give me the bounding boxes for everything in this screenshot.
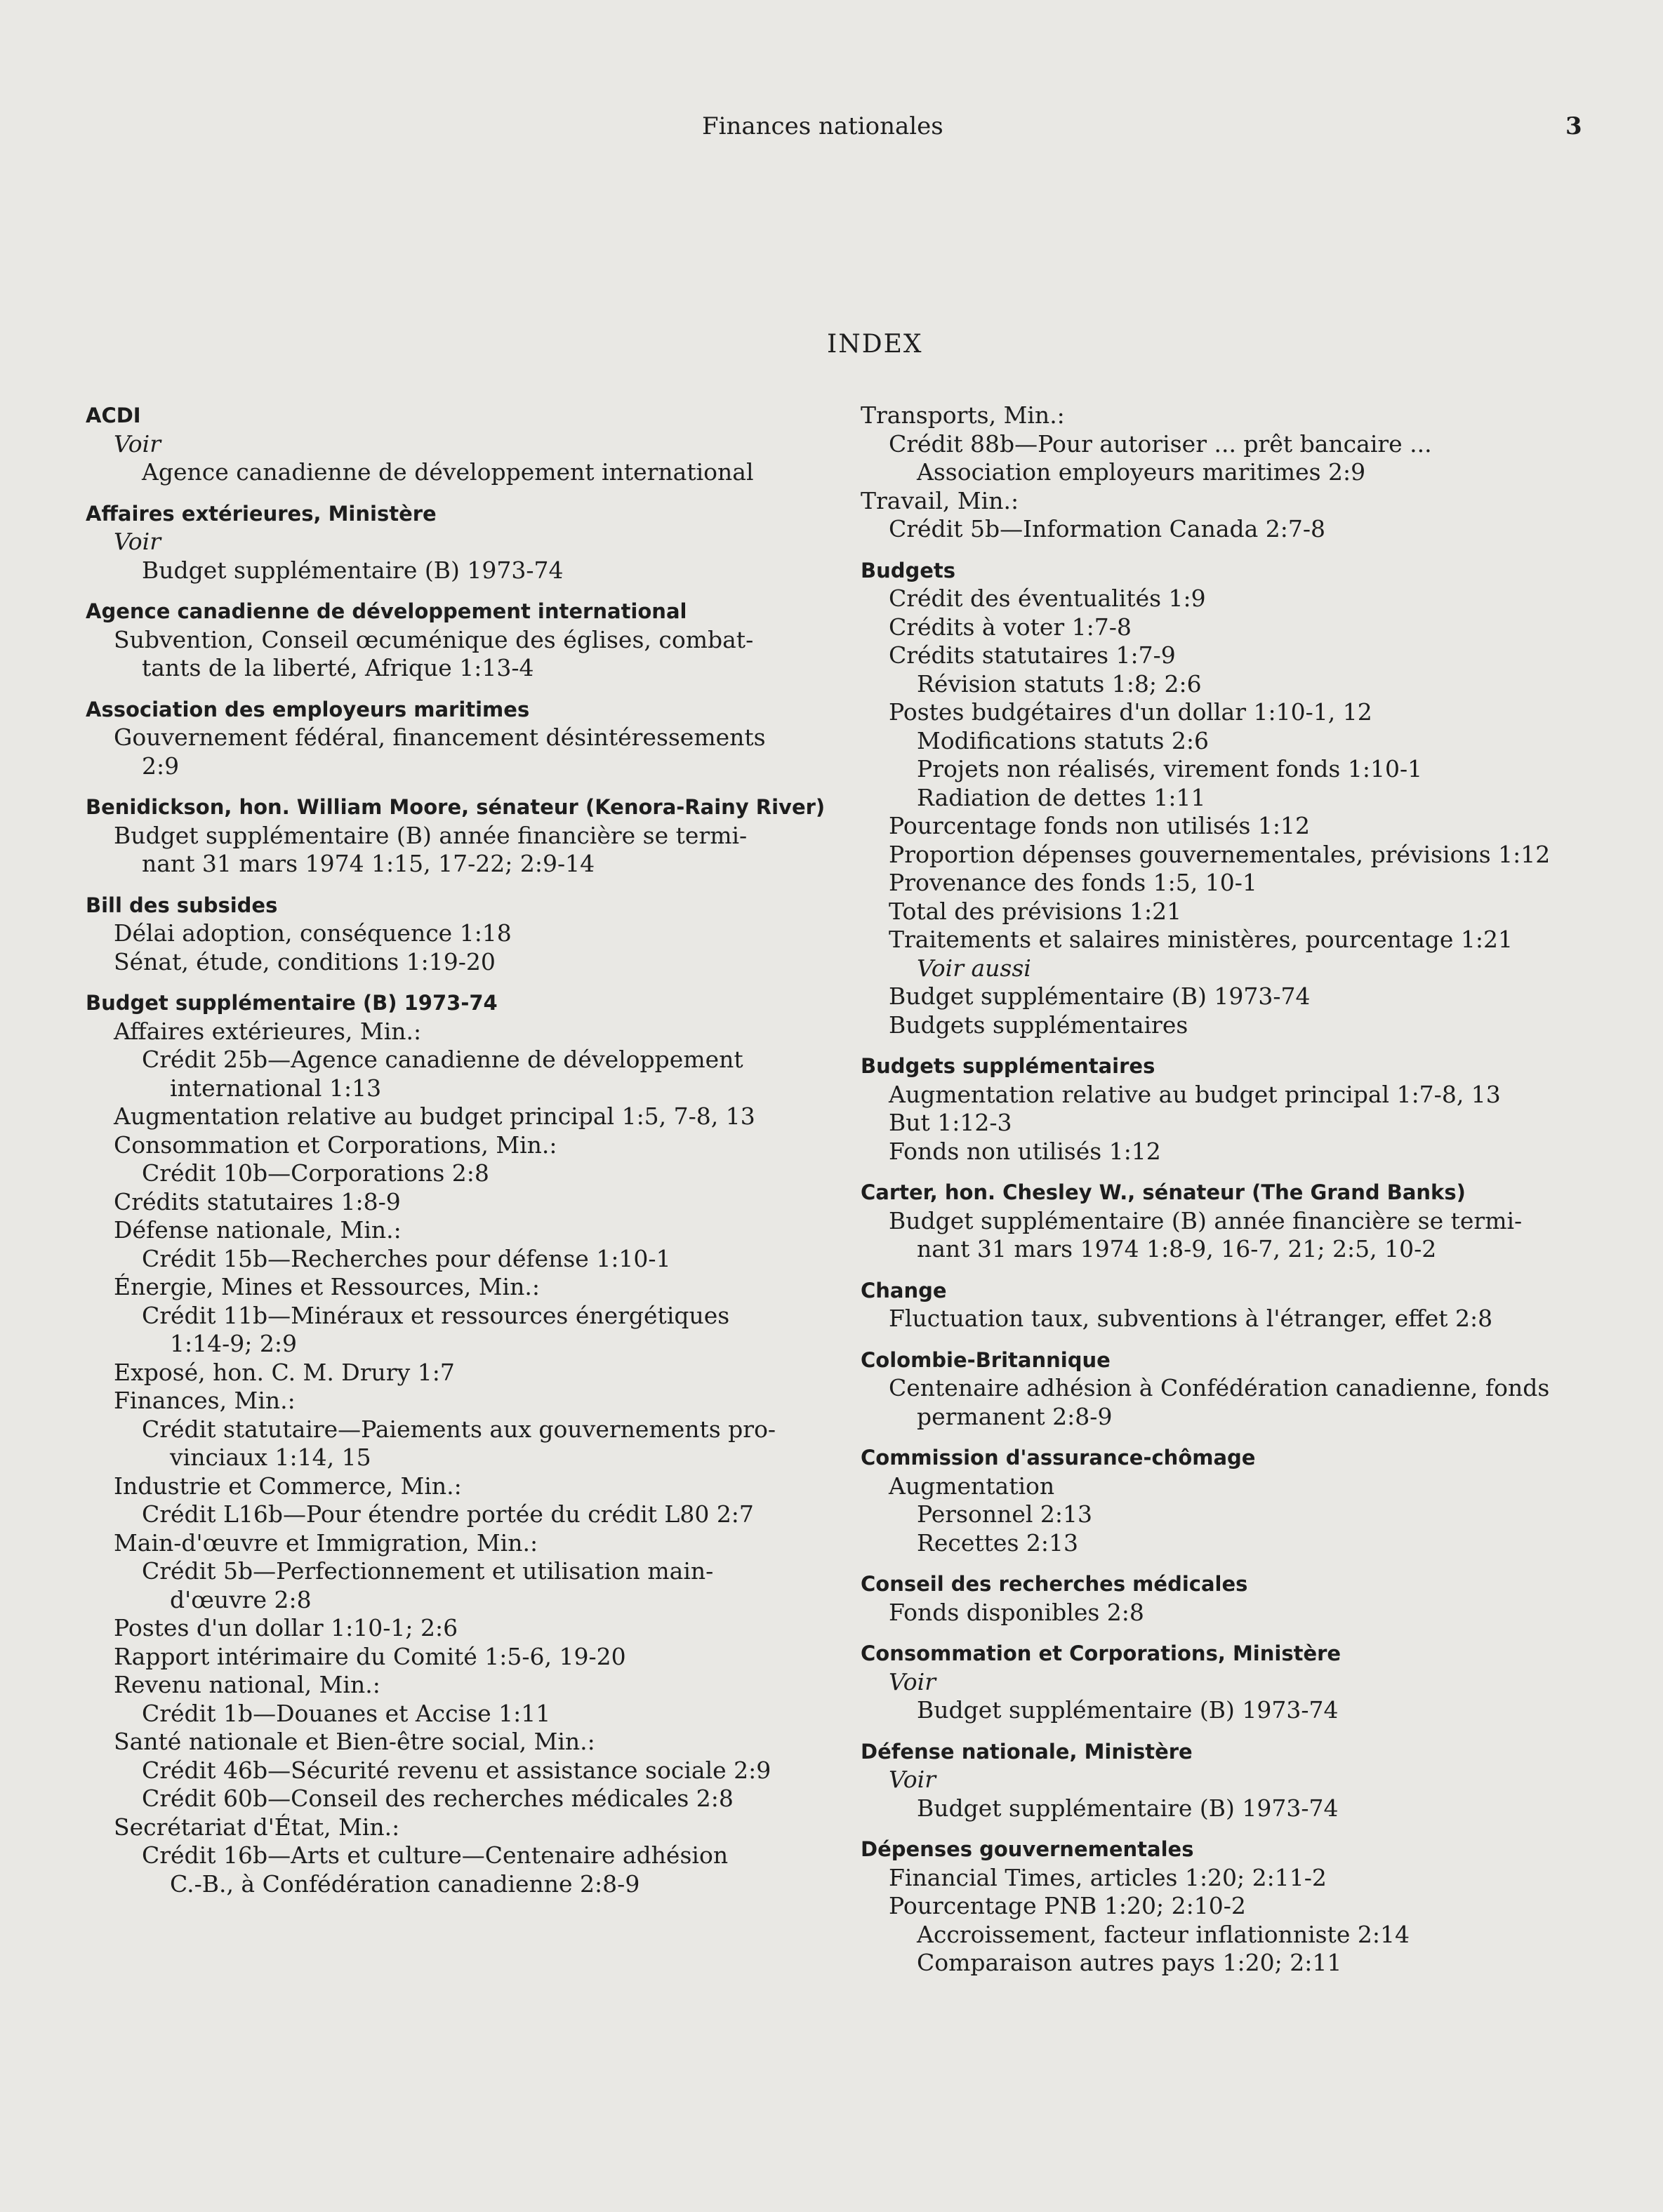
index-subentry: Pourcentage PNB 1:20; 2:10-2 xyxy=(889,1892,1246,1919)
index-entry-heading: ACDI xyxy=(86,404,141,427)
index-subentry: Transports, Min.: xyxy=(861,401,1065,429)
index-subentry: Crédit 60b—Conseil des recherches médicales 2:8 xyxy=(142,1785,734,1812)
index-subentry: Augmentation relative au budget principal 1:7-8, 13 xyxy=(889,1080,1501,1108)
index-subentry: Personnel 2:13 xyxy=(917,1500,1093,1528)
index-entry xyxy=(861,1178,1612,1264)
index-entry xyxy=(861,1639,1612,1725)
index-entry xyxy=(86,597,837,683)
index-entry-heading: Carter, hon. Chesley W., sénateur (The Grand Banks) xyxy=(861,1180,1466,1204)
index-subentry: Industrie et Commerce, Min.: xyxy=(114,1472,462,1500)
index-entry-heading: Bill des subsides xyxy=(86,893,278,917)
index-subentry: Voir xyxy=(889,1766,936,1793)
index-subentry: Projets non réalisés, virement fonds 1:10-1 xyxy=(917,755,1423,782)
page-number: 3 xyxy=(1565,112,1582,140)
index-subentry: Gouvernement fédéral, financement désintéressements xyxy=(114,724,766,751)
index-subentry: international 1:13 xyxy=(170,1074,382,1102)
index-subentry: Budget supplémentaire (B) 1973-74 xyxy=(142,556,564,584)
index-subentry: Accroissement, facteur inflationniste 2:14 xyxy=(917,1920,1410,1948)
index-subentry: Secrétariat d'État, Min.: xyxy=(114,1813,400,1841)
index-entry-heading: Dépenses gouvernementales xyxy=(861,1837,1194,1861)
index-entry-heading: Budget supplémentaire (B) 1973-74 xyxy=(86,991,498,1015)
index-subentry: Budgets supplémentaires xyxy=(889,1011,1188,1039)
index-subentry: Affaires extérieures, Min.: xyxy=(114,1017,422,1045)
index-subentry: Provenance des fonds 1:5, 10-1 xyxy=(889,869,1257,896)
index-entry-heading: Consommation et Corporations, Ministère xyxy=(861,1641,1341,1665)
index-entry-heading: Association des employeurs maritimes xyxy=(86,697,530,721)
page-header xyxy=(0,112,1663,147)
index-subentry: Voir xyxy=(114,528,161,555)
index-subentry: Crédits à voter 1:7-8 xyxy=(889,613,1132,641)
index-subentry: 2:9 xyxy=(142,752,180,780)
index-entry xyxy=(861,1444,1612,1557)
index-subentry: Sénat, étude, conditions 1:19-20 xyxy=(114,947,496,975)
index-subentry: Budget supplémentaire (B) année financière se termi- xyxy=(889,1206,1523,1234)
index-subentry: Crédit 15b—Recherches pour défense 1:10-1 xyxy=(142,1244,671,1272)
index-subentry: Rapport intérimaire du Comité 1:5-6, 19-20 xyxy=(114,1642,626,1670)
index-subentry: Association employeurs maritimes 2:9 xyxy=(917,458,1366,486)
index-entry-heading: Défense nationale, Ministère xyxy=(861,1739,1193,1764)
index-subentry: Budget supplémentaire (B) 1973-74 xyxy=(889,982,1311,1010)
index-entry xyxy=(86,401,837,487)
index-subentry: Énergie, Mines et Ressources, Min.: xyxy=(114,1273,540,1300)
index-column-left xyxy=(86,401,837,1911)
index-subentry: Révision statuts 1:8; 2:6 xyxy=(917,669,1202,698)
index-subentry: Crédit L16b—Pour étendre portée du crédit L80 2:7 xyxy=(142,1500,754,1528)
index-entry xyxy=(861,1835,1612,1978)
index-subentry: Crédit statutaire—Paiements aux gouvernements pro- xyxy=(142,1415,776,1443)
index-subentry: Crédit des éventualités 1:9 xyxy=(889,585,1206,612)
index-entry xyxy=(861,557,1612,1040)
index-subentry: Subvention, Conseil œcuménique des églises, combat- xyxy=(114,625,754,653)
index-entry xyxy=(861,1052,1612,1166)
index-subentry: Fonds disponibles 2:8 xyxy=(889,1598,1144,1626)
index-title: INDEX xyxy=(827,330,923,359)
index-entry-heading: Conseil des recherches médicales xyxy=(861,1572,1248,1596)
index-column-right xyxy=(861,401,1612,1990)
index-subentry: Fonds non utilisés 1:12 xyxy=(889,1137,1161,1165)
index-subentry: Centenaire adhésion à Confédération canadienne, fonds xyxy=(889,1374,1550,1401)
index-entry-heading: Affaires extérieures, Ministère xyxy=(86,501,437,526)
index-subentry: Délai adoption, conséquence 1:18 xyxy=(114,919,512,947)
index-entry-heading: Agence canadienne de développement international xyxy=(86,599,687,623)
index-subentry: Crédit 5b—Information Canada 2:7-8 xyxy=(889,515,1326,542)
index-subentry: Budget supplémentaire (B) 1973-74 xyxy=(917,1794,1339,1822)
index-subentry: Finances, Min.: xyxy=(114,1387,296,1414)
index-subentry: Crédit 11b—Minéraux et ressources énergétiques xyxy=(142,1301,730,1329)
index-subentry: Modifications statuts 2:6 xyxy=(917,726,1210,754)
index-subentry: Revenu national, Min.: xyxy=(114,1671,380,1698)
index-entry xyxy=(86,989,837,1898)
index-entry xyxy=(861,1277,1612,1333)
index-subentry: Total des prévisions 1:21 xyxy=(889,897,1182,925)
index-subentry: Crédit 16b—Arts et culture—Centenaire adhésion xyxy=(142,1841,729,1869)
index-subentry: Comparaison autres pays 1:20; 2:11 xyxy=(917,1949,1342,1976)
index-subentry: Exposé, hon. C. M. Drury 1:7 xyxy=(114,1358,455,1386)
index-subentry: C.-B., à Confédération canadienne 2:8-9 xyxy=(170,1870,640,1898)
index-subentry: Pourcentage fonds non utilisés 1:12 xyxy=(889,812,1311,839)
index-subentry: Travail, Min.: xyxy=(861,486,1019,514)
index-subentry: Voir xyxy=(114,429,161,458)
index-subentry: But 1:12-3 xyxy=(889,1109,1012,1136)
index-subentry: Main-d'œuvre et Immigration, Min.: xyxy=(114,1528,538,1557)
index-entry xyxy=(86,500,837,585)
index-entry xyxy=(861,1346,1612,1432)
index-subentry: Voir aussi xyxy=(917,954,1031,982)
index-entry xyxy=(861,1570,1612,1627)
index-subentry: nant 31 mars 1974 1:8-9, 16-7, 21; 2:5, 10-2 xyxy=(917,1235,1437,1262)
index-entry xyxy=(86,891,837,977)
index-subentry: Postes budgétaires d'un dollar 1:10-1, 12 xyxy=(889,698,1372,726)
index-subentry: Consommation et Corporations, Min.: xyxy=(114,1131,557,1159)
index-subentry: Crédit 5b—Perfectionnement et utilisation main- xyxy=(142,1557,714,1585)
index-entry-heading: Colombie-Britannique xyxy=(861,1347,1111,1372)
index-subentry: Budget supplémentaire (B) année financière se termi- xyxy=(114,821,748,849)
index-subentry: Augmentation relative au budget principal 1:5, 7-8, 13 xyxy=(114,1102,755,1130)
index-entry xyxy=(861,401,1612,544)
index-subentry: permanent 2:8-9 xyxy=(917,1402,1113,1430)
index-subentry: Crédit 1b—Douanes et Accise 1:11 xyxy=(142,1699,551,1727)
index-subentry: Crédit 88b—Pour autoriser ... prêt bancaire ... xyxy=(889,429,1432,458)
index-subentry: Recettes 2:13 xyxy=(917,1528,1078,1557)
index-entry-heading: Budgets xyxy=(861,558,956,582)
index-subentry: tants de la liberté, Afrique 1:13-4 xyxy=(142,654,534,681)
running-title: Finances nationales xyxy=(702,112,943,140)
index-subentry: Voir xyxy=(889,1667,936,1695)
index-subentry: Postes d'un dollar 1:10-1; 2:6 xyxy=(114,1614,458,1641)
index-entry xyxy=(861,1738,1612,1823)
index-entry-heading: Change xyxy=(861,1278,947,1302)
index-subentry: d'œuvre 2:8 xyxy=(170,1585,312,1613)
index-entry-heading: Commission d'assurance-chômage xyxy=(861,1446,1256,1470)
index-entry-heading: Budgets supplémentaires xyxy=(861,1054,1155,1078)
index-subentry: Financial Times, articles 1:20; 2:11-2 xyxy=(889,1863,1327,1891)
index-subentry: Augmentation xyxy=(889,1472,1055,1500)
index-subentry: Crédit 46b—Sécurité revenu et assistance sociale 2:9 xyxy=(142,1756,771,1784)
index-subentry: Crédit 10b—Corporations 2:8 xyxy=(142,1159,489,1187)
index-subentry: Crédits statutaires 1:7-9 xyxy=(889,641,1176,669)
index-entry xyxy=(86,793,837,879)
index-subentry: Proportion dépenses gouvernementales, prévisions 1:12 xyxy=(889,840,1551,868)
index-subentry: Crédit 25b—Agence canadienne de développement xyxy=(142,1046,743,1073)
index-subentry: Agence canadienne de développement international xyxy=(142,458,754,486)
index-subentry: Radiation de dettes 1:11 xyxy=(917,783,1206,811)
index-subentry: nant 31 mars 1974 1:15, 17-22; 2:9-14 xyxy=(142,850,595,877)
index-subentry: Budget supplémentaire (B) 1973-74 xyxy=(917,1696,1339,1724)
index-subentry: Traitements et salaires ministères, pourcentage 1:21 xyxy=(889,926,1513,953)
index-subentry: Crédits statutaires 1:8-9 xyxy=(114,1187,401,1215)
index-entry xyxy=(86,695,837,781)
index-subentry: Santé nationale et Bien-être social, Min.: xyxy=(114,1728,595,1755)
index-subentry: vinciaux 1:14, 15 xyxy=(170,1444,371,1471)
index-subentry: Défense nationale, Min.: xyxy=(114,1216,402,1244)
index-entry-heading: Benidickson, hon. William Moore, sénateur (Kenora-Rainy River) xyxy=(86,795,826,819)
index-subentry: 1:14-9; 2:9 xyxy=(170,1330,297,1357)
index-subentry: Fluctuation taux, subventions à l'étranger, effet 2:8 xyxy=(889,1305,1493,1332)
